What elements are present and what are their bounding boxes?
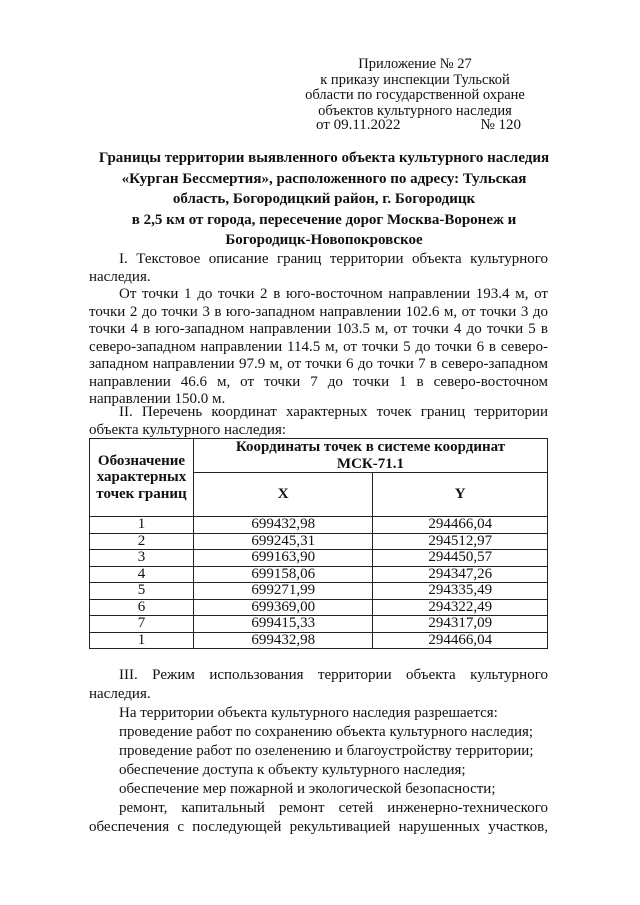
x-coordinate: 699432,98 — [193, 517, 373, 534]
table-row — [90, 533, 548, 550]
y-coordinate: 294322,49 — [373, 599, 548, 616]
x-coordinate: 699369,00 — [193, 599, 373, 616]
section-2-heading-cont: объекта культурного наследия: — [89, 421, 287, 438]
point-number: 7 — [90, 616, 194, 633]
appendix-block — [300, 57, 530, 119]
boundary-description-line: направлении 46.6 м, от точки 7 до точки 1 в северо-восточном — [89, 373, 548, 390]
point-number: 5 — [90, 583, 194, 600]
table-row — [90, 550, 548, 567]
point-number: 6 — [90, 599, 194, 616]
section-1 — [89, 251, 548, 409]
y-coordinate: 294347,26 — [373, 566, 548, 583]
point-number: 1 — [90, 632, 194, 649]
x-coordinate: 699245,31 — [193, 533, 373, 550]
title-line: «Курган Бессмертия», расположенного по адресу: Тульская — [121, 170, 527, 187]
x-coordinate: 699432,98 — [193, 632, 373, 649]
coordinate-system-name: МСК-71.1 — [336, 455, 405, 472]
boundary-description-line: западном направлении 97.9 м, от точки 6 до точки 7 в северо-западном — [89, 356, 548, 372]
y-coordinate: 294512,97 — [373, 533, 548, 550]
permitted-item: проведение работ по озеленению и благоустройству территории; — [119, 743, 534, 759]
x-coordinate: 699415,33 — [193, 616, 373, 633]
order-date: от 09.11.2022 — [316, 117, 401, 133]
permitted-item-cont: обеспечения с последующей рекультивацией нарушенных участков, — [89, 819, 548, 835]
appendix-line: Приложение № 27 — [358, 56, 472, 72]
permitted-intro: На территории объекта культурного наследия разрешается: — [119, 705, 498, 721]
section-3-heading: III. Режим использования территории объекта культурного — [119, 667, 548, 683]
permitted-item: ремонт, капитальный ремонт сетей инженерно-технического — [119, 800, 548, 816]
y-coordinate: 294450,57 — [373, 550, 548, 567]
y-coordinate: 294317,09 — [373, 616, 548, 633]
coordinate-system-header — [193, 439, 547, 473]
appendix-line: области по государственной охране — [305, 87, 525, 103]
y-column-header: Y — [373, 473, 548, 517]
x-coordinate: 699158,06 — [193, 566, 373, 583]
y-coordinate: 294335,49 — [373, 583, 548, 600]
x-coordinate: 699271,99 — [193, 583, 373, 600]
coordinates-table — [89, 438, 548, 649]
table-row — [90, 632, 548, 649]
title-line: в 2,5 км от города, пересечение дорог Москва-Воронеж и — [131, 211, 517, 228]
point-number: 2 — [90, 533, 194, 550]
title-line: Границы территории выявленного объекта культурного наследия — [98, 150, 550, 166]
permitted-item: обеспечение мер пожарной и экологической безопасности; — [119, 781, 496, 797]
x-coordinate: 699163,90 — [193, 550, 373, 567]
order-number: № 120 — [480, 117, 521, 133]
boundary-description-line: северо-западном направлении 114.5 м, от точки 5 до точки 6 в северо- — [89, 338, 548, 355]
boundary-description-line: точки 2 до точки 3 в юго-западном направлении 102.6 м, от точки 3 до — [89, 303, 548, 320]
boundary-description-line: точки 4 в юго-западном направлении 103.5 м, от точки 4 до точки 5 в — [89, 321, 548, 337]
table-row — [90, 583, 548, 600]
title-line: Богородицк-Новопокровское — [225, 232, 423, 248]
order-line — [316, 117, 521, 134]
table-row — [90, 599, 548, 616]
appendix-line: объектов культурного наследия — [318, 102, 512, 119]
boundary-description-line: направлении 150.0 м. — [89, 391, 226, 407]
point-number: 1 — [90, 517, 194, 534]
permitted-item: обеспечение доступа к объекту культурного наследия; — [119, 762, 466, 778]
table-row — [90, 566, 548, 583]
permitted-item: проведение работ по сохранению объекта культурного наследия; — [119, 724, 534, 740]
point-number: 4 — [90, 566, 194, 583]
table-row — [90, 616, 548, 633]
x-column-header: X — [193, 473, 373, 517]
section-1-heading-cont: наследия. — [89, 268, 151, 285]
section-1-heading: I. Текстовое описание границ территории объекта культурного — [119, 251, 548, 267]
point-designation-header: Обозначение характерных точек границ — [90, 439, 194, 517]
section-3 — [89, 666, 548, 837]
title-line: область, Богородицкий район, г. Богородицк — [172, 191, 476, 207]
section-2 — [89, 404, 548, 439]
section-3-heading-cont: наследия. — [89, 686, 151, 702]
point-number: 3 — [90, 550, 194, 567]
coordinate-system-header-line: Координаты точек в системе координат — [235, 439, 506, 455]
y-coordinate: 294466,04 — [373, 632, 548, 649]
table-row — [90, 517, 548, 534]
boundary-description-line: От точки 1 до точки 2 в юго-восточном направлении 193.4 м, от — [119, 286, 548, 302]
y-coordinate: 294466,04 — [373, 517, 548, 534]
document-title — [80, 148, 568, 251]
section-2-heading: II. Перечень координат характерных точек границ территории — [119, 404, 548, 420]
appendix-line: к приказу инспекции Тульской — [320, 71, 510, 88]
